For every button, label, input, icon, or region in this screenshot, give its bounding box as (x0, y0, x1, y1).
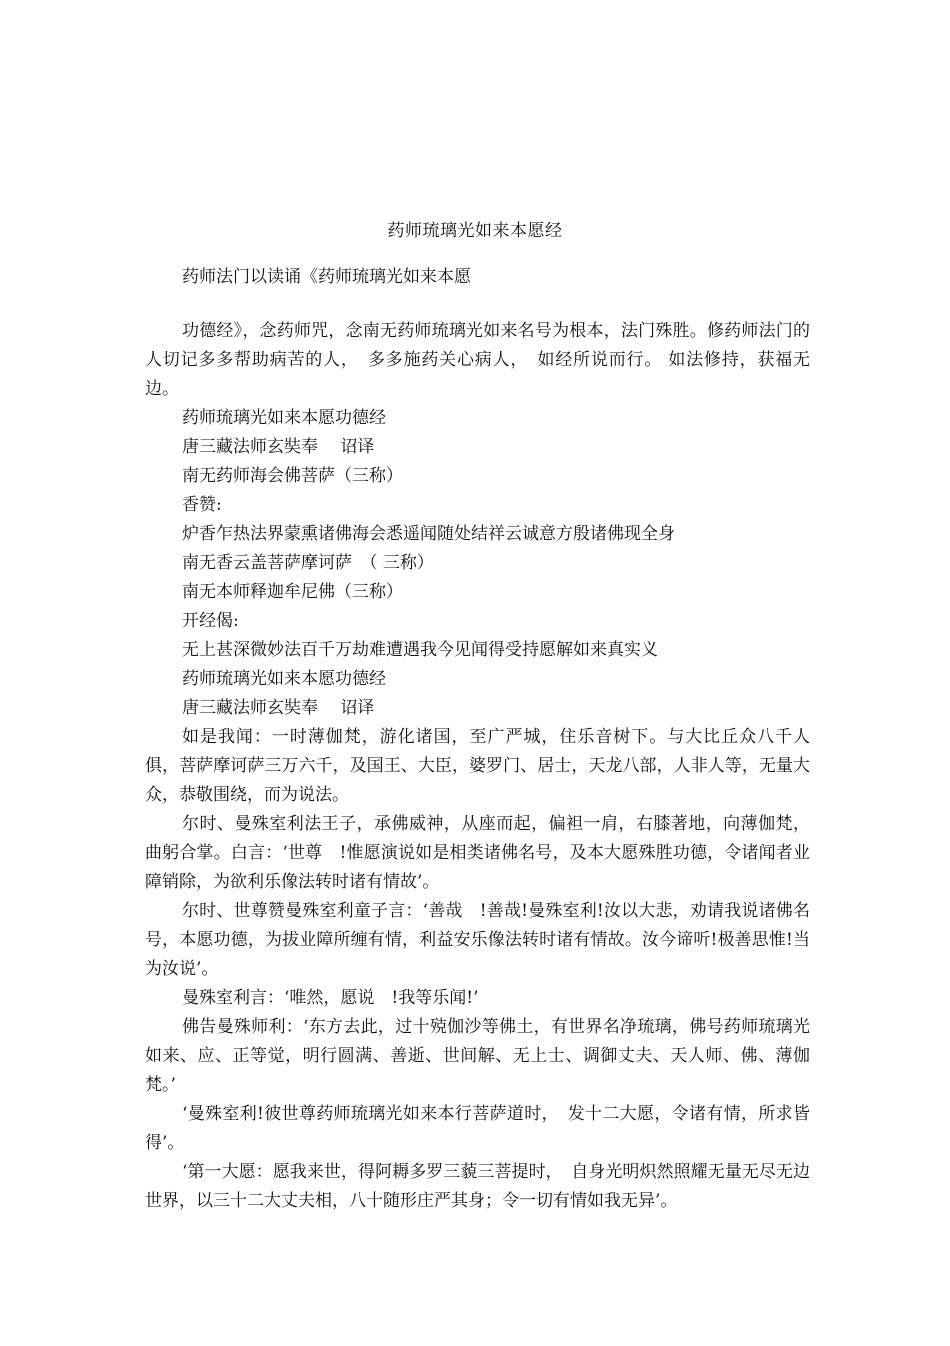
line-opening-verse-heading: 开经偈: (182, 611, 239, 631)
paragraph-thus-have-i-heard: 如是我闻：一时薄伽梵，游化诸国，至广严城，住乐音树下。与大比丘众八千人俱，菩萨摩诃萨三万六千，及国王、大臣，婆罗门、居士，天龙八部，人非人等，无量大众，恭敬围绕，而为说法。 (145, 727, 810, 805)
paragraph-manjushri-request: 尔时、曼殊室利法王子，承佛威神，从座而起，偏袒一肩，右膝著地，向薄伽梵，曲躬合掌。白言：‘世尊 !惟愿演说如是相类诸佛名号，及本大愿殊胜功德，令诸闻者业障销除，为欲利乐像法转时诸有情故’。 (145, 814, 810, 892)
line-sutra-name: 药师琉璃光如来本愿功德经 (182, 408, 386, 428)
line-invocation-shakyamuni: 南无本师释迦牟尼佛（三称） (182, 582, 403, 602)
line-opening-verse: 无上甚深微妙法百千万劫难遭遇我今见闻得受持愿解如来真实义 (182, 640, 658, 660)
paragraph-first-vow: ‘第一大愿：愿我来世，得阿耨多罗三藐三菩提时， 自身光明炽然照耀无量无尽无边世界，以三十二大丈夫相，八十随形庄严其身；令一切有情如我无异’。 (145, 1162, 810, 1211)
line-invocation-bodhisattva: 南无香云盖菩萨摩诃萨 （ 三称） (182, 553, 434, 573)
paragraph-twelve-vows: ‘曼殊室利!彼世尊药师琉璃光如来本行菩萨道时， 发十二大愿，令诸有情，所求皆得’。 (145, 1104, 810, 1153)
paragraph-manjushri-reply: 曼殊室利言：‘唯然，愿说 !我等乐闻!’ (182, 988, 479, 1008)
line-invocation: 南无药师海会佛菩萨（三称） (182, 466, 403, 486)
paragraph-intro-continued: 功德经》，念药师咒，念南无药师琉璃光如来名号为根本，法门殊胜。修药师法门的人切记多多帮助病苦的人， 多多施药关心病人， 如经所说而行。 如法修持，获福无边。 (145, 321, 810, 399)
line-translator-repeat: 唐三藏法师玄奘奉 诏译 (182, 698, 375, 718)
paragraph-buddha-praise: 尔时、世尊赞曼殊室利童子言：‘善哉 !善哉!曼殊室利!汝以大悲，劝请我说诸佛名号，本愿功德，为拔业障所缠有情，利益安乐像法转时诸有情故。汝今谛听!极善思惟!当为汝说’。 (145, 901, 810, 979)
paragraph-eastern-world: 佛告曼殊师利：‘东方去此，过十殑伽沙等佛土，有世界名净琉璃，佛号药师琉璃光如来、应、正等觉，明行圆满、善逝、世间解、无上士、调御丈夫、天人师、佛、薄伽梵。’ (145, 1017, 810, 1095)
document-title: 药师琉璃光如来本愿经 (387, 221, 563, 241)
line-sutra-name-repeat: 药师琉璃光如来本愿功德经 (182, 669, 386, 689)
intro-line: 药师法门以读诵《药师琉璃光如来本愿 (182, 267, 471, 287)
line-translator: 唐三藏法师玄奘奉 诏译 (182, 437, 375, 457)
document-body (145, 317, 810, 1216)
line-incense-praise: 炉香乍热法界蒙熏诸佛海会悉遥闻随处结祥云诚意方殷诸佛现全身 (182, 524, 675, 544)
line-incense-praise-heading: 香赞: (182, 495, 222, 515)
